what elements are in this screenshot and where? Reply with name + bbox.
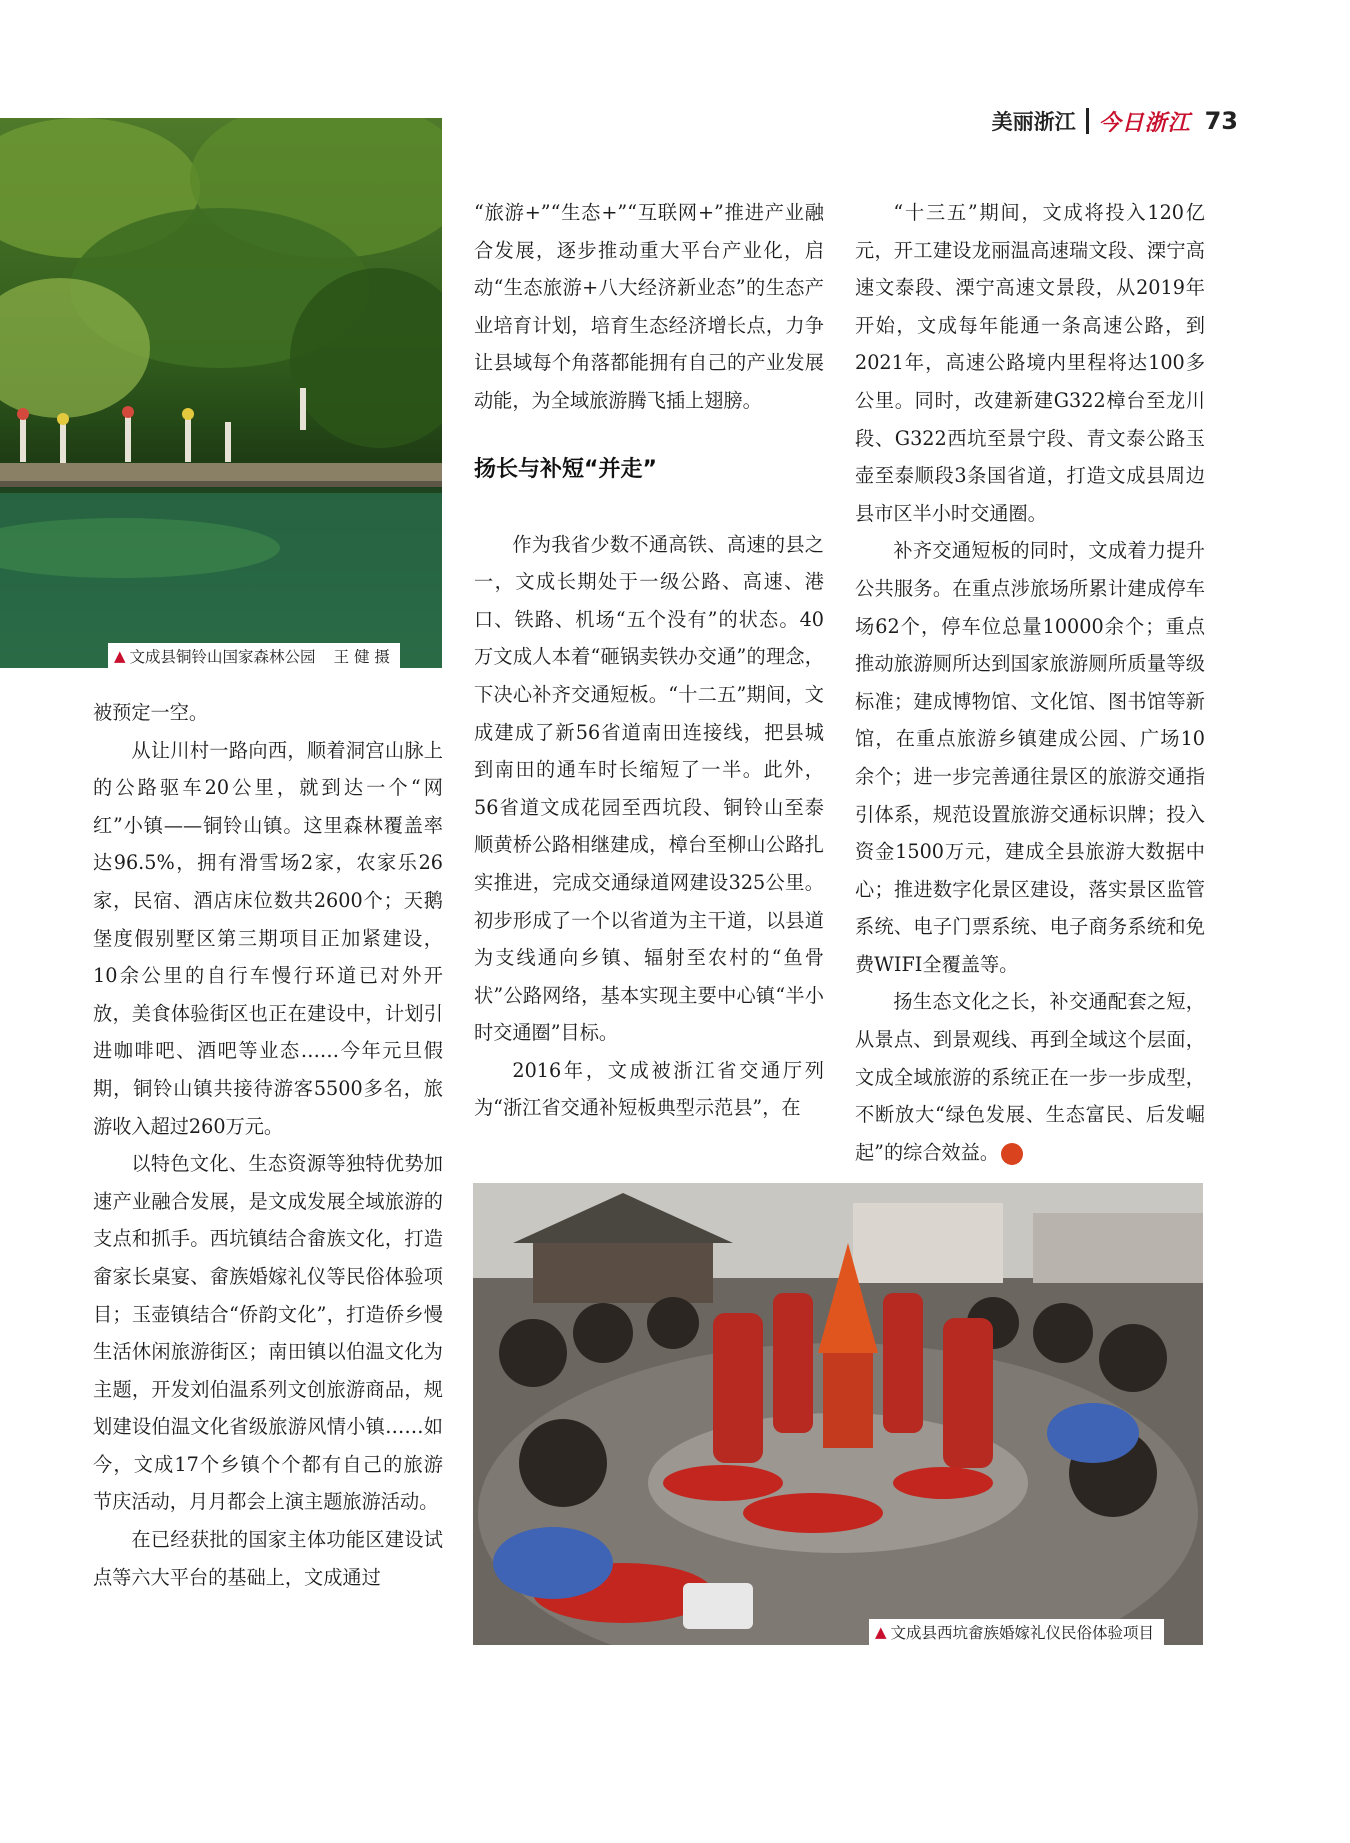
article-column-2 — [474, 194, 824, 1127]
paragraph: 从让川村一路向西，顺着洞宫山脉上的公路驱车20公里，就到达一个“网红”小镇——铜铃山镇。这里森林覆盖率达96.5%，拥有滑雪场2家，农家乐26家，民宿、酒店床位数共2600个；天鹅堡度假别墅区第三期项目正加紧建设，10余公里的自行车慢行环道已对外开放，美食体验街区也正在建设中，计划引进咖啡吧、酒吧等业态……今年元旦假期，铜铃山镇共接待游客5500多名，旅游收入超过260万元。 — [93, 738, 443, 1138]
paragraph: “旅游+”“生态+”“互联网+”推进产业融合发展，逐步推动重大平台产业化，启动“生态旅游+八大经济新业态”的生态产业培育计划，培育生态经济增长点，力争让县域每个角落都能拥有自己的产业发展动能，为全域旅游腾飞插上翅膀。 — [474, 201, 824, 412]
article-column-3 — [855, 194, 1205, 1171]
page-number: 73 — [1204, 107, 1238, 135]
paragraph: 被预定一空。 — [93, 701, 209, 724]
paragraph: 2016年，文成被浙江省交通厅列为“浙江省交通补短板典型示范县”，在 — [474, 1058, 824, 1120]
forest-park-photo — [0, 118, 442, 668]
caption-marker-icon: ▲ — [875, 1623, 887, 1641]
paragraph: 作为我省少数不通高铁、高速的县之一，文成长期处于一级公路、高速、港口、铁路、机场“五个没有”的状态。40万文成人本着“砸锅卖铁办交通”的理念，下决心补齐交通短板。“十二五”期间，文成建成了新56省道南田连接线，把县城到南田的通车时长缩短了一半。此外，56省道文成花园至西坑段、铜铃山至泰顺黄桥公路相继建成，樟台至柳山公路扎实推进，完成交通绿道网建设325公里。初步形成了一个以省道为主干道，以县道为支线通向乡镇、辐射至农村的“鱼骨状”公路网络，基本实现主要中心镇“半小时交通圈”目标。 — [474, 532, 824, 1045]
paragraph: 以特色文化、生态资源等独特优势加速产业融合发展，是文成发展全域旅游的支点和抓手。西坑镇结合畲族文化，打造畲家长桌宴、畲族婚嫁礼仪等民俗体验项目；玉壶镇结合“侨韵文化”，打造侨乡慢生活休闲旅游街区；南田镇以伯温文化为主题，开发刘伯温系列文创旅游商品，规划建设伯温文化省级旅游风情小镇……如今，文成17个乡镇个个都有自己的旅游节庆活动，月月都会上演主题旅游活动。 — [93, 1152, 443, 1514]
end-mark-icon — [1001, 1143, 1023, 1165]
section-title: 美丽浙江 — [991, 110, 1076, 134]
section-heading: 扬长与补短“并走” — [474, 456, 657, 482]
caption-marker-icon: ▲ — [114, 647, 126, 665]
paragraph: 在已经获批的国家主体功能区建设试点等六大平台的基础上，文成通过 — [93, 1528, 443, 1589]
article-column-1 — [93, 694, 443, 1596]
paragraph: “十三五”期间，文成将投入120亿元，开工建设龙丽温高速瑞文段、溧宁高速文泰段、溧宁高速文景段，从2019年开始，文成每年能通一条高速公路，到2021年，高速公路境内里程将达100多公里。同时，改建新建G322樟台至龙川段、G322西坑至景宁段、青文泰公路玉壶至泰顺段3条国省道，打造文成县周边县市区半小时交通圈。 — [855, 201, 1205, 525]
forest-photo-caption — [108, 643, 400, 669]
paragraph: 补齐交通短板的同时，文成着力提升公共服务。在重点涉旅场所累计建成停车场62个，停车位总量10000余个；重点推动旅游厕所达到国家旅游厕所质量等级标准；建成博物馆、文化馆、图书馆等新馆，在重点旅游乡镇建成公园、广场10余个；进一步完善通往景区的旅游交通指引体系，规范设置旅游交通标识牌；投入资金1500万元，建成全县旅游大数据中心；推进数字化景区建设，落实景区监管系统、电子门票系统、电子商务系统和免费WIFI全覆盖等。 — [855, 539, 1205, 976]
magazine-logo: 今日浙江 — [1098, 110, 1191, 136]
wedding-ceremony-photo — [473, 1183, 1203, 1645]
paragraph — [855, 983, 1205, 1171]
paragraph-text: 扬生态文化之长，补交通配套之短，从景点、到景观线、再到全域这个层面，文成全域旅游的系统正在一步一步成型，不断放大“绿色发展、生态富民、后发崛起”的综合效益。 — [855, 990, 1205, 1164]
caption-text: 文成县西坑畲族婚嫁礼仪民俗体验项目 — [890, 1624, 1155, 1642]
wedding-photo-caption — [869, 1619, 1164, 1645]
page-header — [992, 104, 1238, 138]
header-divider — [1086, 108, 1089, 134]
photo-credit: 王 健 摄 — [333, 648, 390, 666]
caption-text: 文成县铜铃山国家森林公园 — [129, 648, 316, 666]
